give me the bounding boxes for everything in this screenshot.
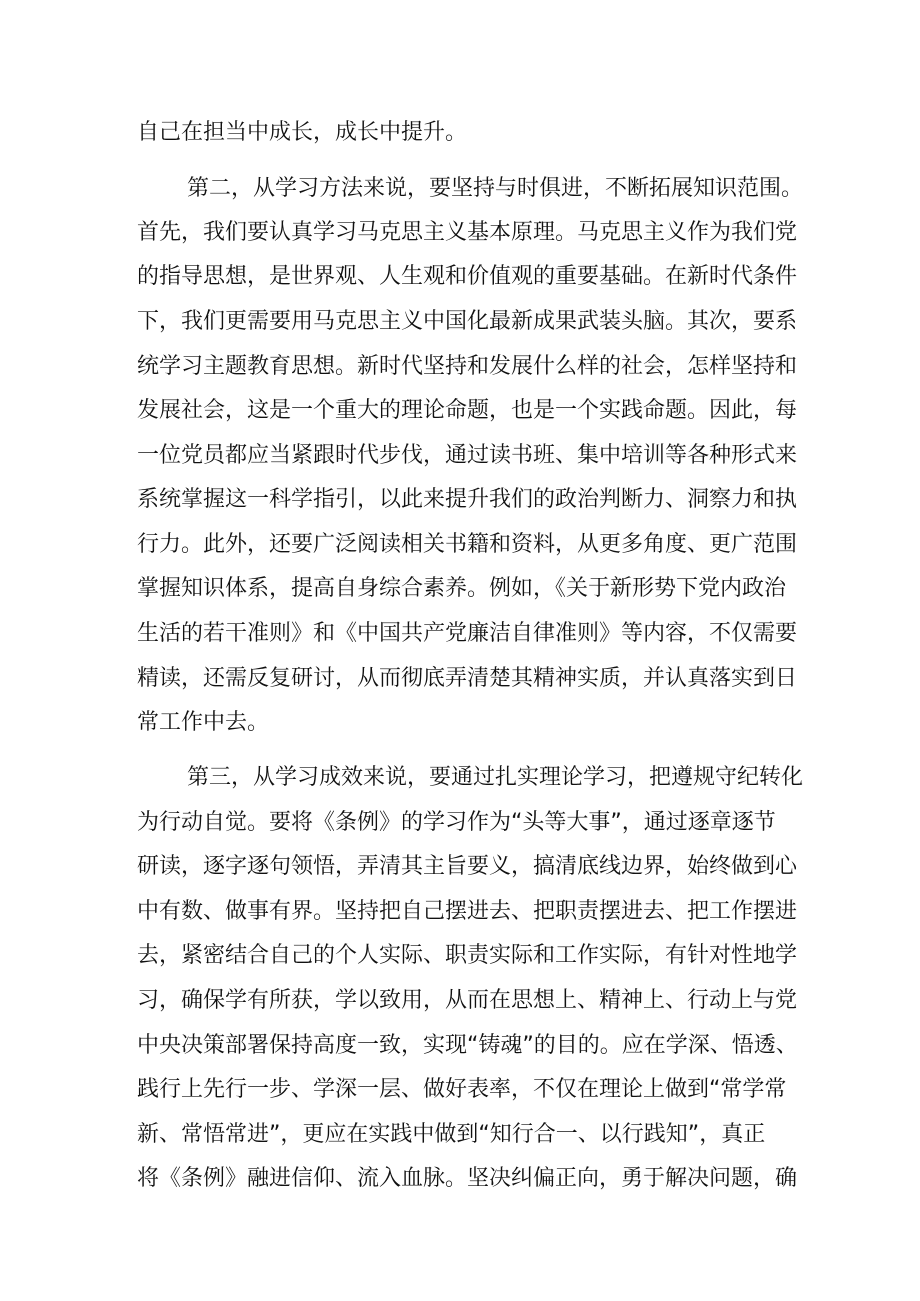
paragraph-3-line-5: 去，紧密结合自己的个人实际、职责实际和工作实际，有针对性地学 xyxy=(137,943,798,968)
paragraph-2-line-10: 掌握知识体系，提高自身综合素养。例如，《关于新形势下党内政治 xyxy=(137,576,787,601)
paragraph-3-line-3: 研读，逐字逐句领悟，弄清其主旨要义，搞清底线边界，始终做到心 xyxy=(137,854,798,879)
paragraph-3-line-10: 将《条例》融进信仰、流入血脉。坚决纠偏正向，勇于解决问题，确 xyxy=(137,1166,798,1191)
paragraph-2-line-1: 第二，从学习方法来说，要坚持与时俱进，不断拓展知识范围。 xyxy=(187,176,804,201)
paragraph-3-line-6: 习，确保学有所获，学以致用，从而在思想上、精神上、行动上与党 xyxy=(137,988,798,1013)
paragraph-3-line-2: 为行动自觉。要将《条例》的学习作为“头等大事”，通过逐章逐节 xyxy=(137,810,776,835)
paragraph-3-line-9: 新、常悟常进”，更应在实践中做到“知行合一、以行践知”，真正 xyxy=(137,1122,766,1147)
paragraph-1-line-1: 自己在担当中成长，成长中提升。 xyxy=(137,120,468,145)
paragraph-2-line-8: 系统掌握这一科学指引，以此来提升我们的政治判断力、洞察力和执 xyxy=(137,487,798,512)
paragraph-2-line-13: 常工作中去。 xyxy=(137,710,270,735)
paragraph-2-line-3: 的指导思想，是世界观、人生观和价值观的重要基础。在新时代条件 xyxy=(137,264,798,289)
paragraph-3-line-8: 践行上先行一步、学深一层、做好表率，不仅在理论上做到“常学常 xyxy=(137,1077,787,1102)
paragraph-3-line-4: 中有数、做事有界。坚持把自己摆进去、把职责摆进去、把工作摆进 xyxy=(137,899,798,924)
paragraph-2-line-4: 下，我们更需要用马克思主义中国化最新成果武装头脑。其次，要系 xyxy=(137,309,798,334)
paragraph-3-line-1: 第三，从学习成效来说，要通过扎实理论学习，把遵规守纪转化 xyxy=(187,765,804,790)
paragraph-2-line-7: 一位党员都应当紧跟时代步伐，通过读书班、集中培训等各种形式来 xyxy=(137,443,798,468)
paragraph-2-line-12: 精读，还需反复研讨，从而彻底弄清楚其精神实质，并认真落实到日 xyxy=(137,666,798,691)
paragraph-3-line-7: 中央决策部署保持高度一致，实现“铸魂”的目的。应在学深、悟透、 xyxy=(137,1033,798,1058)
paragraph-2-line-11: 生活的若干准则》和《中国共产党廉洁自律准则》等内容，不仅需要 xyxy=(137,621,798,646)
paragraph-2-line-6: 发展社会，这是一个重大的理论命题，也是一个实践命题。因此，每 xyxy=(137,398,798,423)
paragraph-2-line-2: 首先，我们要认真学习马克思主义基本原理。马克思主义作为我们党 xyxy=(137,220,798,245)
paragraph-2-line-9: 行力。此外，还要广泛阅读相关书籍和资料，从更多角度、更广范围 xyxy=(137,532,798,557)
paragraph-2-line-5: 统学习主题教育思想。新时代坚持和发展什么样的社会，怎样坚持和 xyxy=(137,354,798,379)
